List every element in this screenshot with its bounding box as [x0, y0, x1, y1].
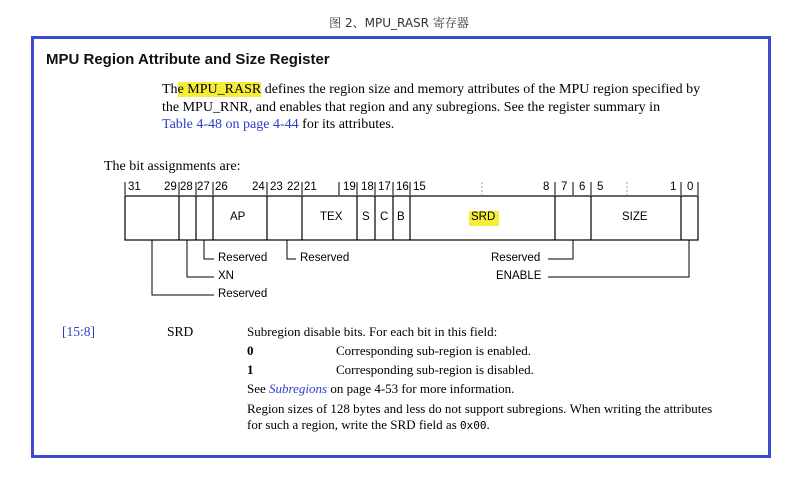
callout-reserved-31: Reserved — [218, 288, 268, 300]
bitnum-19: 19 — [343, 181, 356, 193]
highlighted-register-name: e MPU_RASR — [177, 82, 262, 97]
desc-note1: Region sizes of 128 bytes and less do not support subregions. When writing the attributes — [247, 401, 713, 416]
field-srd: SRD — [471, 211, 496, 223]
field-name: SRD — [167, 324, 194, 339]
bitnum-16: 16 — [396, 181, 409, 193]
field-size: SIZE — [622, 211, 648, 223]
subregions-link[interactable]: Subregions — [269, 381, 328, 396]
bit-assignments-label: The bit assignments are: — [104, 159, 241, 174]
bitnum-8: 8 — [543, 181, 550, 193]
intro-text-c: the MPU_RNR, and enables that region and any subregions. See the register summary in — [162, 99, 661, 115]
bit-range[interactable]: [15:8] — [62, 324, 95, 339]
intro-text-a: Th — [162, 82, 178, 97]
field-c: C — [380, 211, 389, 223]
desc-see-b: on page 4-53 for more information. — [327, 381, 515, 396]
bitnum-7: 7 — [561, 181, 568, 193]
table-link[interactable]: Table 4-48 on page 4-44 — [162, 117, 299, 132]
bitnum-22: 22 — [287, 181, 300, 193]
desc-val0: 0 — [247, 343, 254, 358]
bitnum-0: 0 — [687, 181, 694, 193]
field-tex: TEX — [320, 211, 343, 223]
desc-val1-text: Corresponding sub-region is disabled. — [336, 362, 534, 377]
desc-note2-a: for such a region, write the SRD field as — [247, 417, 461, 432]
bitnum-29: 29 — [164, 181, 177, 193]
callout-reserved-22: Reserved — [300, 252, 350, 264]
section-title: MPU Region Attribute and Size Register — [46, 51, 330, 68]
desc-note2-code: 0x00 — [460, 419, 487, 432]
bitnum-31: 31 — [128, 181, 141, 193]
bitnum-5: 5 — [597, 181, 604, 193]
desc-val1: 1 — [247, 362, 254, 377]
figure-caption: 图 2、MPU_RASR 寄存器 — [329, 16, 469, 30]
bit-ticks — [125, 182, 698, 195]
intro-text-b: defines the region size and memory attributes of the MPU region specified by — [261, 82, 701, 97]
callout-xn: XN — [218, 270, 234, 282]
bitnum-27: 27 — [197, 181, 210, 193]
bitnum-18: 18 — [361, 181, 374, 193]
field-s: S — [362, 211, 370, 223]
bitnum-1: 1 — [670, 181, 677, 193]
bitnum-21: 21 — [304, 181, 317, 193]
callout-reserved-7: Reserved — [491, 252, 541, 264]
register-box — [125, 196, 698, 240]
bitnum-15: 15 — [413, 181, 426, 193]
callout-lines — [152, 240, 689, 295]
bitnum-24: 24 — [252, 181, 265, 193]
desc-see-a: See — [247, 381, 270, 396]
bitnum-23: 23 — [270, 181, 283, 193]
desc-note2-b: . — [486, 417, 490, 432]
field-ap: AP — [230, 211, 246, 223]
desc-see — [247, 381, 514, 397]
desc-val0-text: Corresponding sub-region is enabled. — [336, 343, 531, 358]
bitnum-6: 6 — [579, 181, 586, 193]
callout-enable: ENABLE — [496, 270, 542, 282]
desc-note — [247, 401, 757, 434]
bitnum-28: 28 — [180, 181, 193, 193]
desc-line1: Subregion disable bits. For each bit in this field: — [247, 324, 498, 339]
bitnum-17: 17 — [378, 181, 391, 193]
intro-text-d: for its attributes. — [298, 117, 395, 132]
field-b: B — [397, 211, 405, 223]
callout-reserved-26: Reserved — [218, 252, 268, 264]
bitnum-26: 26 — [215, 181, 228, 193]
register-doc-frame — [31, 36, 771, 458]
